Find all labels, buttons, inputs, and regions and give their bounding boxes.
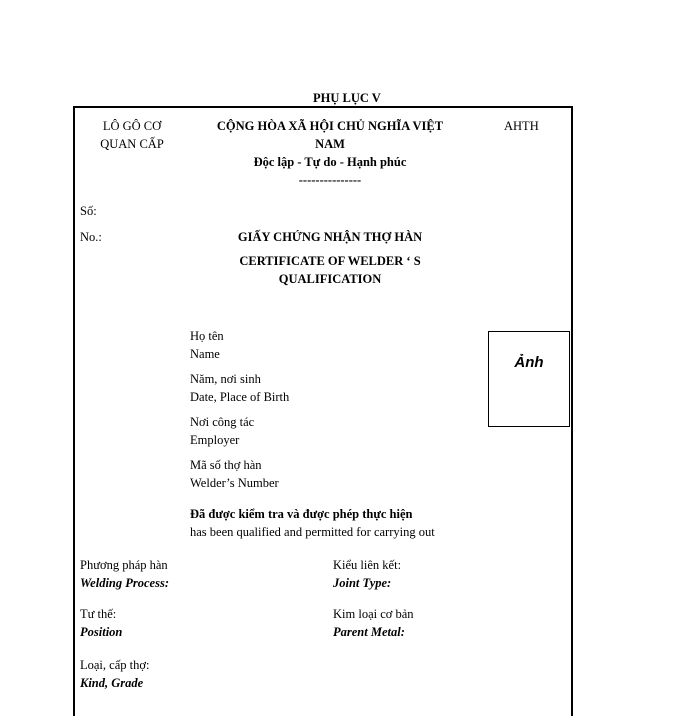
header-separator: --------------- xyxy=(298,173,362,187)
field-employer xyxy=(190,413,254,449)
field-label-vi: Nơi công tác xyxy=(190,415,255,429)
detail-position xyxy=(80,605,122,641)
detail-label-vi: Loại, cấp thợ: xyxy=(80,658,150,672)
field-welder-number xyxy=(190,456,279,492)
appendix-label: PHỤ LỤC V xyxy=(313,91,381,105)
nation-name-line-1: CỘNG HÒA XÃ HỘI CHỦ NGHĨA VIỆT xyxy=(216,119,444,133)
national-motto: Độc lập - Tự do - Hạnh phúc xyxy=(253,155,407,169)
certificate-title-vi: GIẤY CHỨNG NHẬN THỢ HÀN xyxy=(237,230,423,244)
header-abbreviation: AHTH xyxy=(504,119,539,133)
issuer-logo-placeholder xyxy=(90,117,174,153)
detail-label-en: Kind, Grade xyxy=(80,676,144,690)
detail-label-vi: Kim loại cơ bản xyxy=(333,607,414,621)
field-birth-info xyxy=(190,370,289,406)
logo-line-1: LÔ GÔ CƠ xyxy=(102,119,162,133)
field-label-vi: Mã số thợ hàn xyxy=(190,458,262,472)
field-label-en: Date, Place of Birth xyxy=(190,390,290,404)
detail-joint-type xyxy=(333,556,401,592)
detail-parent-metal xyxy=(333,605,414,641)
field-full-name xyxy=(190,327,224,363)
detail-label-vi: Phương pháp hàn xyxy=(80,558,168,572)
detail-welding-process xyxy=(80,556,169,592)
nation-name-line-2: NAM xyxy=(315,137,345,151)
photo-placeholder xyxy=(488,331,570,427)
detail-label-en: Parent Metal: xyxy=(333,625,405,639)
number-label-vi: Số: xyxy=(80,204,97,218)
qualification-en: has been qualified and permitted for carrying out xyxy=(190,525,435,539)
detail-label-en: Welding Process: xyxy=(80,576,169,590)
detail-label-vi: Kiểu liên kết: xyxy=(333,558,402,572)
detail-kind-grade xyxy=(80,656,149,692)
field-label-en: Name xyxy=(190,347,220,361)
detail-label-en: Joint Type: xyxy=(333,576,392,590)
certificate-title-en xyxy=(190,252,470,288)
title-en-line-1: CERTIFICATE OF WELDER ‘ S xyxy=(239,254,421,268)
field-label-en: Employer xyxy=(190,433,240,447)
detail-label-vi: Tư thế: xyxy=(80,607,117,621)
logo-line-2: QUAN CẤP xyxy=(100,137,164,151)
qualification-vi: Đã được kiểm tra và được phép thực hiện xyxy=(190,507,413,521)
title-en-line-2: QUALIFICATION xyxy=(278,272,382,286)
number-label-en: No.: xyxy=(80,230,102,244)
field-label-en: Welder’s Number xyxy=(190,476,279,490)
detail-label-en: Position xyxy=(80,625,123,639)
qualification-statement xyxy=(190,505,435,541)
field-label-vi: Họ tên xyxy=(190,329,224,343)
national-header xyxy=(190,117,470,189)
photo-label: Ảnh xyxy=(514,354,544,371)
field-label-vi: Năm, nơi sinh xyxy=(190,372,261,386)
